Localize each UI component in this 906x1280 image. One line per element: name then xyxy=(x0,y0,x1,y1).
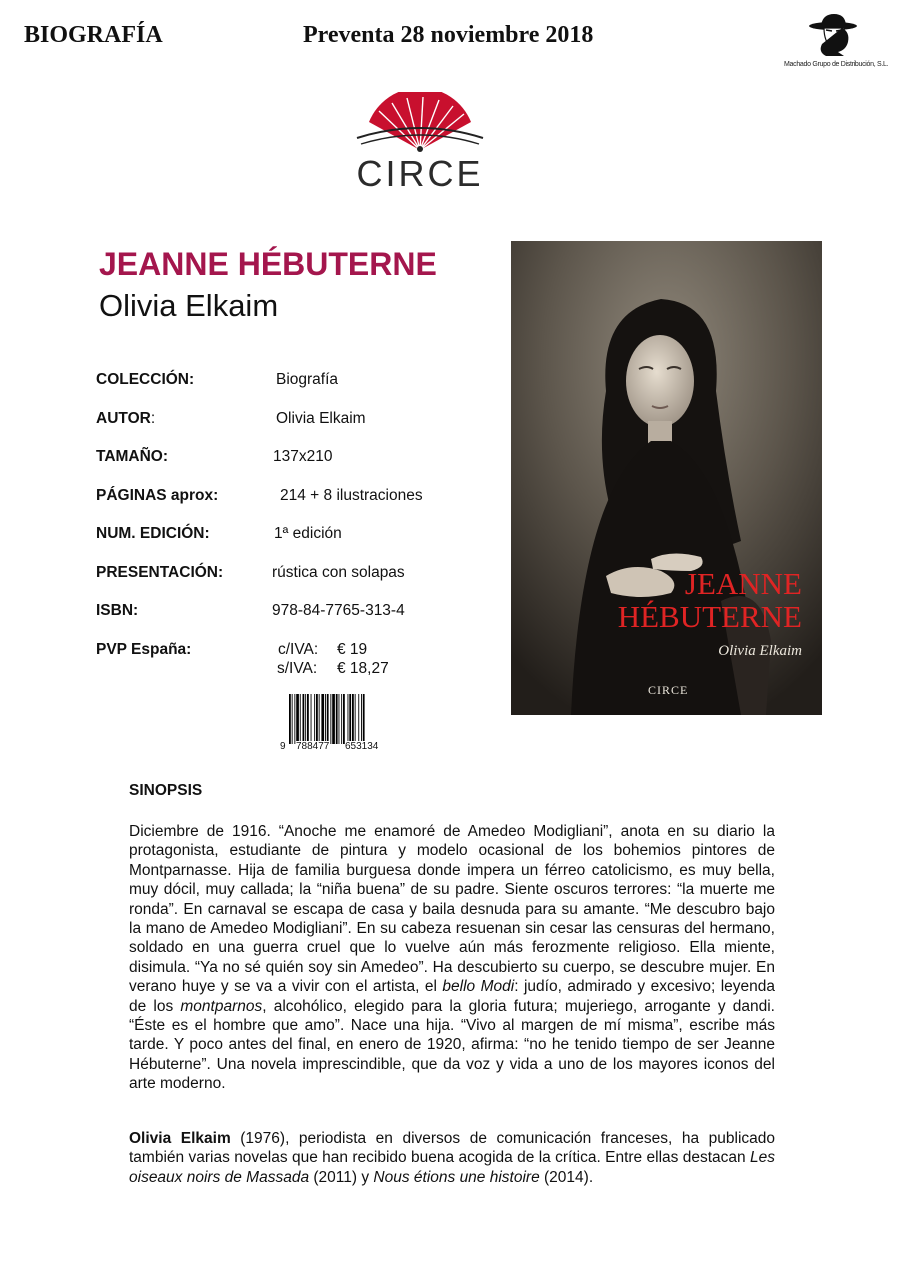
cover-author: Olivia Elkaim xyxy=(718,643,802,659)
spec-value-edicion: 1ª edición xyxy=(274,525,342,542)
author-bio-book-title: Nous étions une histoire xyxy=(373,1168,540,1186)
imprint-name: CIRCE xyxy=(356,153,484,194)
barcode-bar xyxy=(307,694,309,744)
barcode-bar xyxy=(300,694,301,744)
spec-value-autor: Olivia Elkaim xyxy=(276,410,366,427)
synopsis-text: , alcohólico, elegido para la gloria futura; mujeriego, arrogante y dandi. “Éste es el hombre que amo”. Nace una hija. “Vivo al margen de mí misma”, escribe más tarde. Y poco antes del final, en enero de 1920, afirma: “no he tenido tiempo de ser Jeanne Hébuterne”. Una novela imprescindible, que da voz y vida a uno de los mayores iconos del arte moderno. xyxy=(129,997,775,1093)
spec-label-paginas: PÁGINAS aprox: xyxy=(96,487,219,504)
barcode-bar xyxy=(358,694,359,744)
spec-value-isbn: 978-84-7765-313-4 xyxy=(272,602,405,619)
spec-value-tamano: 137x210 xyxy=(273,448,333,465)
spec-value-presentacion: rústica con solapas xyxy=(272,564,405,581)
barcode-bar xyxy=(292,694,293,744)
book-cover xyxy=(511,241,822,715)
imprint-logo xyxy=(355,92,485,195)
barcode-bar xyxy=(294,694,295,744)
author-bio-paragraph xyxy=(129,1129,775,1187)
barcode-bar xyxy=(330,694,331,744)
barcode-bar xyxy=(319,694,320,744)
synopsis-italic: bello Modi xyxy=(442,978,515,996)
author-bio-text: (2011) y xyxy=(309,1168,374,1186)
barcode-bar xyxy=(352,694,354,744)
barcode-bar xyxy=(348,694,349,744)
price-without-vat-value: € 18,27 xyxy=(337,660,389,677)
spec-label-edicion: NUM. EDICIÓN: xyxy=(96,525,210,542)
spec-label-presentacion: PRESENTACIÓN: xyxy=(96,564,224,581)
barcode-group-1: 788477 xyxy=(296,741,330,752)
synopsis-text: Diciembre de 1916. “Anoche me enamoré de Amedeo Modigliani”, anota en su diario la protagonista, estudiante de pintura y modelo ocasional de los bohemios pintores de Montparnasse. Hija de familia burguesa donde impera un férreo catolicismo, es muy bella, muy dócil, muy callada; la “niña buena” de su padre. Siente oscuros terrores: “la muerte me ronda”. En carnaval se escapa de casa y baila desnuda para su amante. “Me descubro bajo la mano de Amedeo Modigliani”. En su cabeza resuenan sin cesar las censuras del hermano, soldado en una guerra cruel que lo vuelve aún más ferozmente religioso. Ella miente, disimula. “Ya no sé quién soy sin Amedeo”. Ha descubierto su cuerpo, se descubre mujer. En verano huye y se va a vivir con el artista, el xyxy=(129,823,775,996)
synopsis-text: : judío, admirado y excesivo; leyenda de los xyxy=(129,978,776,1015)
spec-label-pvp: PVP España: xyxy=(96,641,192,658)
barcode-bar xyxy=(355,694,356,744)
price-with-vat-label: c/IVA: xyxy=(278,641,319,658)
barcode-bar xyxy=(311,694,312,744)
spec-label-coleccion: COLECCIÓN: xyxy=(96,371,195,388)
book-title: JEANNE HÉBUTERNE xyxy=(99,246,437,282)
spec-label-isbn: ISBN: xyxy=(96,602,139,619)
barcode-bar xyxy=(303,694,305,744)
distributor-logo xyxy=(784,12,889,68)
hat-man-icon xyxy=(804,12,864,56)
spec-value-coleccion: Biografía xyxy=(276,371,339,388)
price-without-vat-label: s/IVA: xyxy=(277,660,318,677)
author-bio-book-title: Les oiseaux noirs de Massada xyxy=(129,1149,775,1186)
barcode-bar xyxy=(332,694,335,744)
cover-title-line-1: JEANNE xyxy=(684,566,802,601)
barcode-bar xyxy=(327,694,329,744)
barcode-bar xyxy=(314,694,315,744)
barcode-prefix: 9 xyxy=(280,741,286,752)
barcode-bar xyxy=(316,694,318,744)
barcode-bar xyxy=(296,694,299,744)
barcode-bar xyxy=(361,694,362,744)
barcode-bar xyxy=(336,694,338,744)
cover-title-line-2: HÉBUTERNE xyxy=(617,599,802,634)
synopsis-heading: SINOPSIS xyxy=(129,782,203,799)
barcode-bar xyxy=(343,694,345,744)
barcode-bar xyxy=(289,694,291,744)
synopsis-paragraph xyxy=(129,822,775,1094)
cover-title xyxy=(618,567,802,633)
spec-label-autor-text: AUTOR xyxy=(96,410,151,427)
barcode-bar xyxy=(305,694,306,744)
author-bio-text: (2014). xyxy=(539,1168,594,1186)
distributor-caption: Machado Grupo de Distribución, S.L. xyxy=(784,61,889,68)
cover-publisher: CIRCE xyxy=(648,683,689,697)
spec-label-tamano: TAMAÑO: xyxy=(96,448,169,465)
barcode-bar xyxy=(321,694,324,744)
spec-value-paginas: 214 + 8 ilustraciones xyxy=(280,487,423,504)
price-with-vat-value: € 19 xyxy=(337,641,368,658)
section-label: BIOGRAFÍA xyxy=(24,22,163,48)
author-bio-name: Olivia Elkaim xyxy=(129,1130,231,1147)
barcode-bar xyxy=(325,694,326,744)
barcode-bar xyxy=(363,694,365,744)
book-author: Olivia Elkaim xyxy=(99,288,279,323)
fan-icon xyxy=(355,92,485,154)
barcode-bar xyxy=(349,694,351,744)
author-bio-text: (1976), periodista en diversos de comunicación franceses, ha publicado también varias novelas que han recibido buena acogida de la crítica. Entre ellas destacan xyxy=(129,1130,775,1167)
barcode-bar xyxy=(339,694,340,744)
synopsis-italic: montparnos xyxy=(180,997,263,1015)
barcode-bar xyxy=(341,694,342,744)
barcode-group-2: 653134 xyxy=(345,741,379,752)
presale-date: Preventa 28 noviembre 2018 xyxy=(303,22,594,48)
spec-label-autor-colon: : xyxy=(150,410,156,427)
spec-label-autor xyxy=(96,410,155,428)
